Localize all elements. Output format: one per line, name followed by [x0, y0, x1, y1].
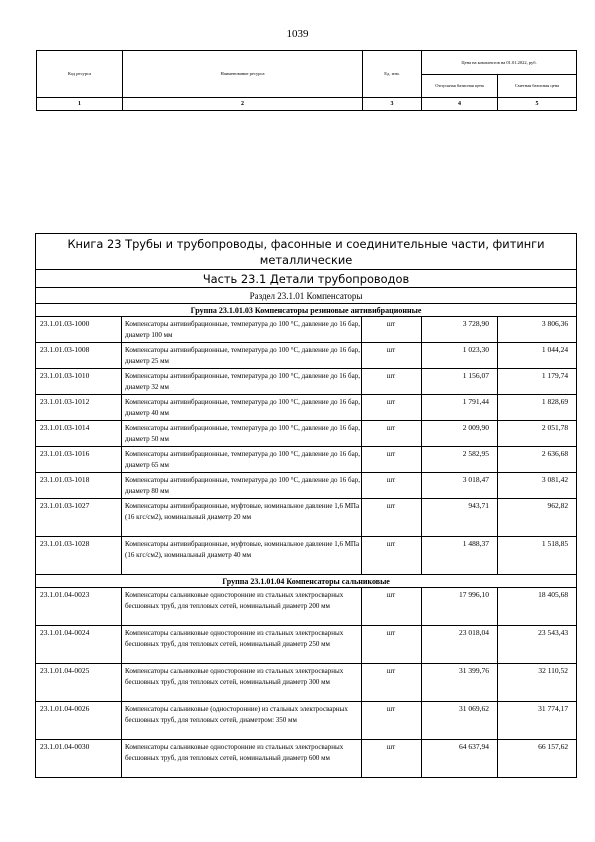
header-col-number: 5 — [498, 98, 577, 111]
price-no-vat: 64 637,94 — [422, 740, 498, 778]
price-no-vat: 17 996,10 — [422, 588, 498, 626]
resource-name: Компенсаторы антивибрационные, муфтовые, номинальное давление 1,6 МПа (16 кгс/см2), номинальный диаметр 20 мм — [122, 499, 362, 537]
resource-code: 23.1.01.03-1028 — [36, 537, 122, 575]
table-row — [36, 421, 577, 447]
table-row — [36, 537, 577, 575]
resource-code: 23.1.01.03-1016 — [36, 447, 122, 473]
price-with-vat: 66 157,62 — [498, 740, 577, 778]
price-no-vat: 3 018,47 — [422, 473, 498, 499]
resource-code: 23.1.01.03-1027 — [36, 499, 122, 537]
resource-name: Компенсаторы сальниковые односторонние из стальных электросварных бесшовных труб, для тепловых сетей, номинальный диаметр 250 мм — [122, 626, 362, 664]
table-row — [36, 317, 577, 343]
book-title: Книга 23 Трубы и трубопроводы, фасонные и соединительные части, фитинги металлические — [36, 234, 577, 270]
part-title: Часть 23.1 Детали трубопроводов — [36, 270, 577, 288]
unit-of-measure: шт — [362, 537, 422, 575]
resource-name: Компенсаторы антивибрационные, температура до 100 °С, давление до 16 бар, диаметр 32 мм — [122, 369, 362, 395]
price-table — [35, 233, 577, 778]
resource-name: Компенсаторы сальниковые односторонние из стальных электросварных бесшовных труб, для тепловых сетей, номинальный диаметр 300 мм — [122, 664, 362, 702]
price-with-vat: 1 179,74 — [498, 369, 577, 395]
unit-of-measure: шт — [362, 395, 422, 421]
table-row — [36, 626, 577, 664]
table-row — [36, 499, 577, 537]
price-no-vat: 31 069,62 — [422, 702, 498, 740]
price-with-vat: 18 405,68 — [498, 588, 577, 626]
price-with-vat: 23 543,43 — [498, 626, 577, 664]
price-with-vat: 2 051,78 — [498, 421, 577, 447]
price-no-vat: 1 156,07 — [422, 369, 498, 395]
resource-name: Компенсаторы сальниковые односторонние из стальных электросварных бесшовных труб, для тепловых сетей, номинальный диаметр 600 мм — [122, 740, 362, 778]
price-no-vat: 2 009,90 — [422, 421, 498, 447]
resource-name: Компенсаторы антивибрационные, температура до 100 °С, давление до 16 бар, диаметр 50 мм — [122, 421, 362, 447]
group-title: Группа 23.1.01.04 Компенсаторы сальниковые — [36, 575, 577, 588]
header-col-number: 4 — [422, 98, 498, 111]
unit-of-measure: шт — [362, 317, 422, 343]
unit-of-measure: шт — [362, 740, 422, 778]
resource-code: 23.1.01.03-1000 — [36, 317, 122, 343]
price-no-vat: 2 582,95 — [422, 447, 498, 473]
price-with-vat: 31 774,17 — [498, 702, 577, 740]
resource-name: Компенсаторы сальниковые (односторонние) из стальных электросварных бесшовных труб, для тепловых сетей, диаметром: 350 мм — [122, 702, 362, 740]
price-no-vat: 1 791,44 — [422, 395, 498, 421]
price-with-vat: 3 806,36 — [498, 317, 577, 343]
price-with-vat: 2 636,68 — [498, 447, 577, 473]
price-no-vat: 31 399,76 — [422, 664, 498, 702]
table-row — [36, 702, 577, 740]
resource-code: 23.1.01.04-0024 — [36, 626, 122, 664]
header-price-no-vat: Отпускная базисная цена — [422, 75, 498, 98]
header-price: Цена на комплектов на 01.01.2022, руб. — [422, 51, 577, 75]
unit-of-measure: шт — [362, 369, 422, 395]
unit-of-measure: шт — [362, 473, 422, 499]
group-title: Группа 23.1.01.03 Компенсаторы резиновые антивибрационные — [36, 304, 577, 317]
resource-code: 23.1.01.03-1018 — [36, 473, 122, 499]
price-with-vat: 1 044,24 — [498, 343, 577, 369]
table-row — [36, 343, 577, 369]
header-unit: Ед. изм. — [363, 51, 422, 98]
price-no-vat: 1 488,37 — [422, 537, 498, 575]
header-col-number: 3 — [363, 98, 422, 111]
table-row — [36, 395, 577, 421]
price-no-vat: 943,71 — [422, 499, 498, 537]
price-no-vat: 3 728,90 — [422, 317, 498, 343]
price-no-vat: 23 018,04 — [422, 626, 498, 664]
resource-code: 23.1.01.03-1014 — [36, 421, 122, 447]
unit-of-measure: шт — [362, 664, 422, 702]
column-header-table — [36, 50, 577, 111]
price-with-vat: 1 518,85 — [498, 537, 577, 575]
resource-code: 23.1.01.03-1012 — [36, 395, 122, 421]
table-row — [36, 664, 577, 702]
resource-code: 23.1.01.04-0023 — [36, 588, 122, 626]
resource-name: Компенсаторы антивибрационные, муфтовые, номинальное давление 1,6 МПа (16 кгс/см2), номинальный диаметр 40 мм — [122, 537, 362, 575]
price-with-vat: 1 828,69 — [498, 395, 577, 421]
resource-code: 23.1.01.04-0026 — [36, 702, 122, 740]
resource-name: Компенсаторы антивибрационные, температура до 100 °С, давление до 16 бар, диаметр 65 мм — [122, 447, 362, 473]
resource-name: Компенсаторы сальниковые односторонние из стальных электросварных бесшовных труб, для тепловых сетей, номинальный диаметр 200 мм — [122, 588, 362, 626]
unit-of-measure: шт — [362, 447, 422, 473]
price-with-vat: 3 081,42 — [498, 473, 577, 499]
resource-code: 23.1.01.04-0030 — [36, 740, 122, 778]
group-row — [36, 575, 577, 588]
resource-name: Компенсаторы антивибрационные, температура до 100 °С, давление до 16 бар, диаметр 25 мм — [122, 343, 362, 369]
table-row — [36, 447, 577, 473]
resource-name: Компенсаторы антивибрационные, температура до 100 °С, давление до 16 бар, диаметр 40 мм — [122, 395, 362, 421]
price-no-vat: 1 023,30 — [422, 343, 498, 369]
resource-name: Компенсаторы антивибрационные, температура до 100 °С, давление до 16 бар, диаметр 80 мм — [122, 473, 362, 499]
header-name: Наименование ресурса — [123, 51, 363, 98]
resource-code: 23.1.01.03-1008 — [36, 343, 122, 369]
table-row — [36, 473, 577, 499]
section-title: Раздел 23.1.01 Компенсаторы — [36, 288, 577, 304]
table-row — [36, 369, 577, 395]
price-with-vat: 32 110,52 — [498, 664, 577, 702]
unit-of-measure: шт — [362, 499, 422, 537]
table-row — [36, 740, 577, 778]
resource-code: 23.1.01.03-1010 — [36, 369, 122, 395]
table-row — [36, 588, 577, 626]
unit-of-measure: шт — [362, 702, 422, 740]
resource-code: 23.1.01.04-0025 — [36, 664, 122, 702]
unit-of-measure: шт — [362, 626, 422, 664]
header-code: Код ресурса — [37, 51, 123, 98]
unit-of-measure: шт — [362, 343, 422, 369]
unit-of-measure: шт — [362, 421, 422, 447]
page-number: 1039 — [286, 28, 309, 40]
header-col-number: 2 — [123, 98, 363, 111]
group-row — [36, 304, 577, 317]
header-col-number: 1 — [37, 98, 123, 111]
price-with-vat: 962,82 — [498, 499, 577, 537]
resource-name: Компенсаторы антивибрационные, температура до 100 °С, давление до 16 бар, диаметр 100 мм — [122, 317, 362, 343]
unit-of-measure: шт — [362, 588, 422, 626]
header-price-with-vat: Сметная базисная цена — [498, 75, 577, 98]
